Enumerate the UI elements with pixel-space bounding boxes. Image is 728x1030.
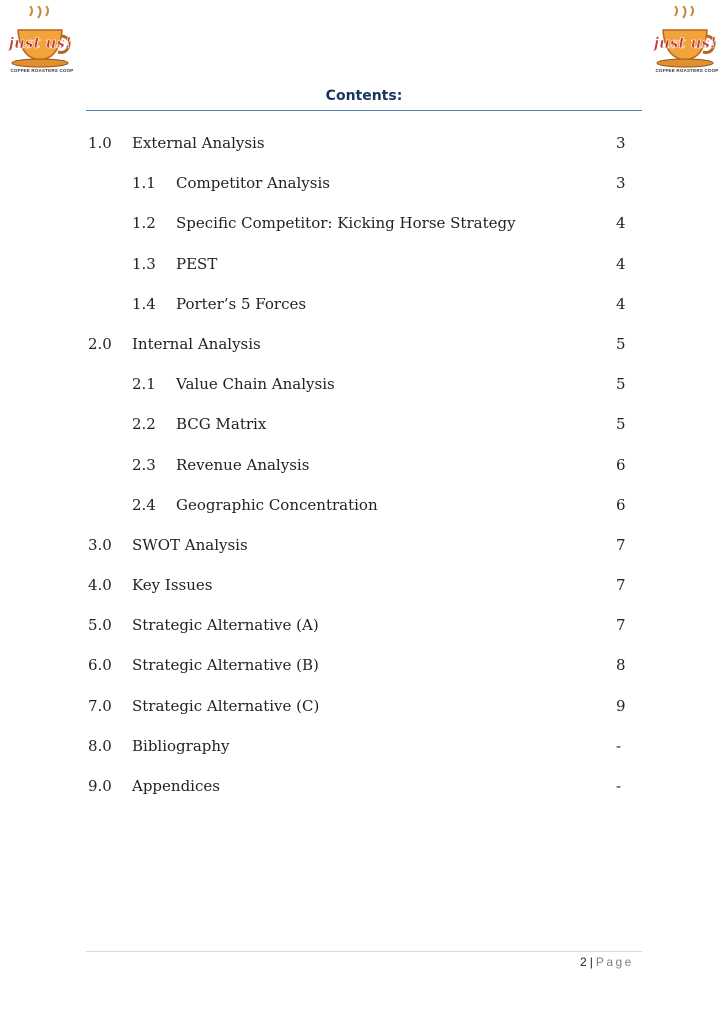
toc-entry-page: 7 [616, 616, 626, 635]
toc-entry-label: BCG Matrix [176, 415, 267, 434]
toc-entry-page: 7 [616, 535, 626, 554]
logo-right [653, 6, 721, 74]
logo-tagline: COFFEE ROASTERS COOP [655, 68, 719, 73]
toc-entry-page: 6 [616, 495, 626, 514]
toc-entry-number: 2.2 [132, 415, 156, 434]
toc-entry-number: 2.1 [132, 375, 156, 394]
toc-entry[interactable] [0, 331, 728, 371]
toc-entry-label: Geographic Concentration [176, 495, 378, 514]
toc-entry[interactable] [0, 733, 728, 773]
toc-entry-page: 3 [616, 174, 626, 193]
toc-entry-number: 5.0 [88, 616, 112, 635]
toc-entry-label: Appendices [132, 777, 220, 795]
toc-entry-label: Strategic Alternative (C) [132, 696, 320, 715]
toc-entry-label: Competitor Analysis [176, 174, 330, 193]
toc-entry-label: External Analysis [132, 134, 265, 152]
svg-text:just us!: just us! [653, 34, 717, 52]
toc-entry-page: 5 [616, 415, 626, 434]
toc-entry-label: Specific Competitor: Kicking Horse Strategy [176, 214, 516, 233]
toc-entry-page: 4 [616, 294, 626, 313]
toc-entry[interactable] [0, 130, 728, 170]
footer-page-word: Page [595, 955, 634, 969]
toc-subentry[interactable] [0, 411, 728, 451]
toc-subentry[interactable] [0, 291, 728, 331]
toc-entry-label: SWOT Analysis [132, 535, 248, 554]
toc-entry-label: Value Chain Analysis [176, 375, 335, 394]
toc-entry-label: Strategic Alternative (B) [132, 656, 319, 675]
toc-entry-number: 3.0 [88, 535, 112, 554]
toc-subentry[interactable] [0, 170, 728, 210]
footer-divider [86, 951, 642, 952]
footer-page-number: 2 [580, 955, 587, 969]
toc-entry-page: 8 [616, 656, 626, 675]
toc-entry-label: Revenue Analysis [176, 455, 310, 474]
toc-entry[interactable] [0, 612, 728, 652]
toc-entry-label: Key Issues [132, 576, 213, 595]
toc-subentry[interactable] [0, 371, 728, 411]
toc-entry-number: 8.0 [88, 736, 112, 755]
toc-entry-number: 4.0 [88, 576, 112, 595]
toc-subentry[interactable] [0, 452, 728, 492]
footer-separator: | [589, 955, 593, 969]
toc-entry-label: Porter’s 5 Forces [176, 294, 307, 313]
page-title: Contents: [325, 88, 403, 104]
page-footer [580, 955, 634, 969]
toc-entry-page: 5 [616, 375, 626, 394]
toc-entry-page: - [616, 777, 622, 795]
toc-subentry[interactable] [0, 492, 728, 532]
table-of-contents [0, 130, 728, 813]
toc-entry-number: 1.2 [132, 214, 156, 233]
toc-entry-number: 1.0 [88, 134, 112, 152]
svg-text:just us!: just us! [8, 34, 72, 52]
toc-entry-page: 4 [616, 214, 626, 233]
coffee-cup-logo-icon [8, 6, 76, 74]
toc-entry[interactable] [0, 773, 728, 813]
toc-entry-label: Bibliography [132, 736, 230, 755]
toc-entry-number: 2.0 [88, 334, 112, 353]
toc-entry[interactable] [0, 532, 728, 572]
toc-entry[interactable] [0, 652, 728, 692]
toc-entry-number: 6.0 [88, 656, 112, 675]
title-divider [86, 110, 642, 111]
toc-entry-number: 1.1 [132, 174, 156, 193]
logo-left [8, 6, 76, 74]
toc-entry-number: 1.4 [132, 294, 156, 313]
toc-entry-page: 6 [616, 455, 626, 474]
toc-entry[interactable] [0, 572, 728, 612]
toc-entry-number: 2.4 [132, 495, 156, 514]
toc-entry-page: 7 [616, 576, 626, 595]
toc-entry-page: - [616, 736, 622, 755]
logo-tagline: COFFEE ROASTERS COOP [10, 68, 74, 73]
toc-subentry[interactable] [0, 251, 728, 291]
toc-entry-page: 9 [616, 696, 626, 715]
toc-entry-label: Internal Analysis [132, 334, 261, 353]
toc-entry-page: 5 [616, 334, 626, 353]
toc-entry-label: Strategic Alternative (A) [132, 616, 319, 635]
toc-subentry[interactable] [0, 210, 728, 250]
toc-entry-number: 7.0 [88, 696, 112, 715]
toc-entry-number: 9.0 [88, 777, 112, 795]
toc-entry[interactable] [0, 693, 728, 733]
toc-entry-page: 4 [616, 254, 626, 273]
toc-entry-number: 1.3 [132, 254, 156, 273]
toc-entry-label: PEST [176, 254, 218, 273]
coffee-cup-logo-icon [653, 6, 721, 74]
toc-entry-page: 3 [616, 134, 626, 152]
toc-entry-number: 2.3 [132, 455, 156, 474]
